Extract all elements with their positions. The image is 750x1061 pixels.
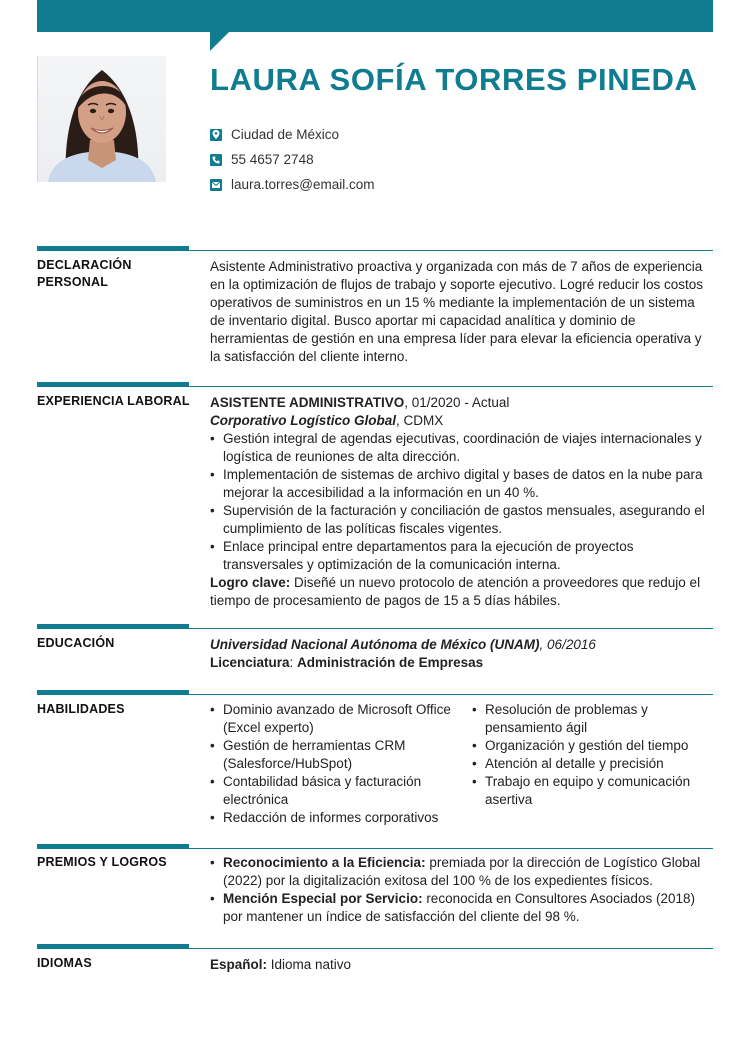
section-divider: [37, 386, 713, 387]
contact-location: [210, 127, 339, 142]
section-title-experience: EXPERIENCIA LABORAL: [37, 394, 190, 408]
company-name: Corporativo Logístico Global: [210, 413, 397, 428]
contact-phone: [210, 152, 314, 167]
skills-column-2: [472, 701, 713, 827]
list-item: • Supervisión de la facturación y conciliación de gastos mensuales, asegurando el cumplimiento de las políticas fiscales vigentes.: [210, 502, 713, 538]
envelope-icon: [210, 179, 222, 191]
key-achievement-label: Logro clave:: [210, 575, 291, 590]
list-item: • Dominio avanzado de Microsoft Office (Excel experto): [210, 701, 472, 737]
phone-text: 55 4657 2748: [231, 152, 314, 167]
award-text: reconocida en Consultores Asociados (2018) por mantener un índice de satisfacción del cliente del 98 %.: [223, 891, 695, 924]
location-text: Ciudad de México: [231, 127, 340, 142]
list-item: • Resolución de problemas y pensamiento ágil: [472, 701, 713, 737]
section-divider: [37, 948, 713, 949]
graduation-date: , 06/2016: [539, 637, 596, 652]
job-heading: [210, 394, 713, 412]
skills-column-1: [210, 701, 472, 827]
personal-statement-text: Asistente Administrativo proactiva y organizada con más de 7 años de experiencia en la optimización de flujos de trabajo y soporte ejecutivo. Logré reducir los costos operativos de suministros en un 15 % mediante la implementación de un sistema de inventario digital. Busco aportar mi capacidad analítica y dominio de herramientas de gestión en una empresa líder para elevar la eficiencia operativa y la satisfacción del cliente interno.: [210, 259, 704, 364]
degree-label: Licenciatura: [210, 655, 290, 670]
degree-line: [210, 654, 713, 672]
email-text: laura.torres@email.com: [231, 177, 375, 192]
institution-line: [210, 636, 713, 654]
language-level: Idioma nativo: [267, 957, 352, 972]
award-text: premiada por la dirección de Logístico Global (2022) por la digitalización exitosa del 100 % de los expedientes físicos.: [223, 855, 701, 888]
education-entry: [210, 636, 713, 672]
key-achievement-text: Diseñé un nuevo protocolo de atención a proveedores que redujo el tiempo de procesamiento de pagos de 15 a 5 días hábiles.: [210, 575, 701, 608]
language-line: [210, 956, 713, 974]
key-achievement: [210, 574, 713, 610]
section-divider: [37, 250, 713, 251]
list-item: [210, 854, 713, 890]
section-title-education: EDUCACIÓN: [37, 636, 115, 650]
languages-entry: [210, 956, 713, 974]
list-item: • Gestión integral de agendas ejecutivas, coordinación de viajes internacionales y logística de reuniones de alta dirección.: [210, 430, 713, 466]
institution-name: Universidad Nacional Autónoma de México (UNAM): [210, 637, 540, 652]
experience-bullets: [210, 430, 713, 574]
header-bar: [37, 0, 713, 32]
section-title-line: PERSONAL: [37, 275, 109, 289]
list-item: • Redacción de informes corporativos: [210, 809, 472, 827]
list-item: [210, 890, 713, 926]
list-item: • Atención al detalle y precisión: [472, 755, 713, 773]
personal-statement: [210, 258, 713, 366]
profile-photo: [37, 56, 166, 182]
award-title: Reconocimiento a la Eficiencia:: [223, 855, 426, 870]
contact-email: [210, 177, 375, 192]
job-title: ASISTENTE ADMINISTRATIVO: [210, 395, 405, 410]
list-item: • Contabilidad básica y facturación electrónica: [210, 773, 472, 809]
list-item: • Trabajo en equipo y comunicación asertiva: [472, 773, 713, 809]
degree-field: Administración de Empresas: [297, 655, 484, 670]
awards-list: [210, 854, 713, 926]
company-line: [210, 412, 713, 430]
location-pin-icon: [210, 129, 222, 141]
skills-list: [210, 701, 713, 827]
section-divider: [37, 848, 713, 849]
phone-icon: [210, 154, 222, 166]
section-divider: [37, 628, 713, 629]
list-item: • Gestión de herramientas CRM (Salesforce/HubSpot): [210, 737, 472, 773]
language-name: Español:: [210, 957, 268, 972]
list-item: • Enlace principal entre departamentos para la ejecución de proyectos transversales y optimización de la comunicación interna.: [210, 538, 713, 574]
experience-entry: [210, 394, 713, 610]
section-divider: [37, 694, 713, 695]
degree-separator: :: [289, 655, 298, 670]
section-title-awards: PREMIOS Y LOGROS: [37, 855, 167, 869]
list-item: • Organización y gestión del tiempo: [472, 737, 713, 755]
job-dates: , 01/2020 - Actual: [404, 395, 510, 410]
awards-bullets: [210, 854, 713, 926]
section-title-skills: HABILIDADES: [37, 702, 125, 716]
section-title-personal: [37, 257, 197, 291]
award-title: Mención Especial por Servicio:: [223, 891, 423, 906]
section-title-languages: IDIOMAS: [37, 956, 92, 970]
company-city: , CDMX: [396, 413, 444, 428]
list-item: • Implementación de sistemas de archivo digital y bases de datos en la nube para mejorar la accesibilidad a la información en un 40 %.: [210, 466, 713, 502]
candidate-name: LAURA SOFÍA TORRES PINEDA: [210, 62, 698, 97]
section-title-line: DECLARACIÓN: [37, 258, 132, 272]
header-notch: [210, 31, 230, 51]
